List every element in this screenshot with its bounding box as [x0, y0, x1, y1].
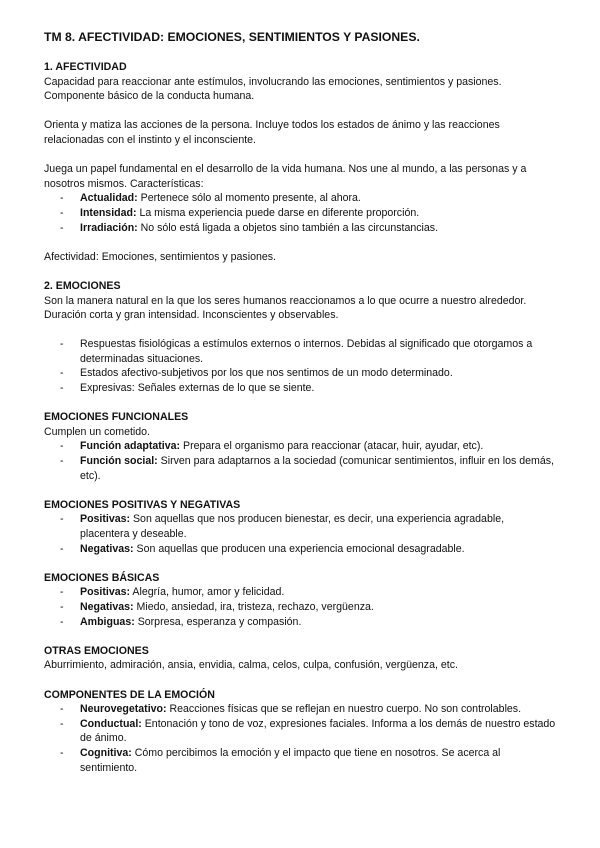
list-item: - Cognitiva: Cómo percibimos la emoción y el impacto que tiene en nosotros. Se acerca al sentimiento. [60, 746, 501, 774]
list-item: - Negativas: Son aquellas que producen una experiencia emocional desagradable. [60, 542, 465, 555]
section-heading-otras: OTRAS EMOCIONES [44, 644, 149, 657]
paragraph: Orienta y matiza las acciones de la persona. Incluye todos los estados de ánimo y las reacciones relacionadas con el instinto y el inconsciente. [44, 119, 500, 146]
list-item: - Función adaptativa: Prepara el organismo para reaccionar (atacar, huir, ayudar, etc). [60, 440, 484, 453]
list-funcionales [44, 439, 556, 483]
list-item: - Neurovegetativo: Reacciones físicas que se reflejan en nuestro cuerpo. No son controlables. [60, 703, 522, 716]
list-emociones [44, 337, 556, 395]
list-basicas [44, 585, 556, 629]
list-caracteristicas [44, 191, 556, 235]
list-item: - Negativas: Miedo, ansiedad, ira, tristeza, rechazo, vergüenza. [60, 600, 374, 613]
document-title: TM 8. AFECTIVIDAD: EMOCIONES, SENTIMIENTOS Y PASIONES. [44, 30, 420, 44]
list-item: - Positivas: Son aquellas que nos producen bienestar, es decir, una experiencia agradable, placentera y deseable. [60, 513, 505, 540]
paragraph: Juega un papel fundamental en el desarrollo de la vida humana. Nos une al mundo, a las personas y a nosotros mismos. Características: [44, 163, 527, 190]
list-item: - Irradiación: No sólo está ligada a objetos sino también a las circunstancias. [60, 221, 439, 234]
section-heading-funcionales: EMOCIONES FUNCIONALES [44, 411, 189, 424]
list-positivas-negativas [44, 512, 556, 556]
list-item: - Función social: Sirven para adaptarnos a la sociedad (comunicar sentimientos, influir en los demás, etc). [60, 455, 554, 482]
list-item: - Intensidad: La misma experiencia puede darse en diferente proporción. [60, 206, 420, 219]
list-item: - Respuestas fisiológicas a estímulos externos o internos. Debidas al significado que otorgamos a determinadas situaciones. [60, 338, 533, 365]
list-item: - Estados afectivo-subjetivos por los que nos sentimos de un modo determinado. [60, 367, 453, 380]
paragraph: Cumplen un cometido. [44, 425, 150, 438]
paragraph: Aburrimiento, admiración, ansia, envidia, calma, celos, culpa, confusión, vergüenza, etc. [44, 659, 458, 672]
list-item: - Positivas: Alegría, humor, amor y felicidad. [60, 586, 285, 599]
paragraph: Afectividad: Emociones, sentimientos y pasiones. [44, 250, 277, 263]
paragraph: Son la manera natural en la que los seres humanos reaccionamos a lo que ocurre a nuestro alrededor. Duración corta y gran intensidad. Inconscientes y observables. [44, 294, 527, 322]
section-heading-positivas-negativas: EMOCIONES POSITIVAS Y NEGATIVAS [44, 498, 241, 511]
paragraph: Capacidad para reaccionar ante estímulos, involucrando las emociones, sentimientos y pasiones. Componente básico de la conducta humana. [44, 75, 502, 103]
section-heading-componentes: COMPONENTES DE LA EMOCIÓN [44, 688, 215, 701]
list-item: - Ambiguas: Sorpresa, esperanza y compasión. [60, 615, 302, 628]
list-item: - Expresivas: Señales externas de lo que se siente. [60, 382, 315, 395]
list-componentes [44, 702, 556, 775]
section-heading-afectividad: 1. AFECTIVIDAD [44, 61, 127, 73]
list-item: - Actualidad: Pertenece sólo al momento presente, al ahora. [60, 192, 361, 205]
section-heading-basicas: EMOCIONES BÁSICAS [44, 571, 160, 584]
list-item: - Conductual: Entonación y tono de voz, expresiones faciales. Informa a los demás de nuestro estado de ánimo. [60, 717, 556, 745]
section-heading-emociones: 2. EMOCIONES [44, 279, 121, 292]
